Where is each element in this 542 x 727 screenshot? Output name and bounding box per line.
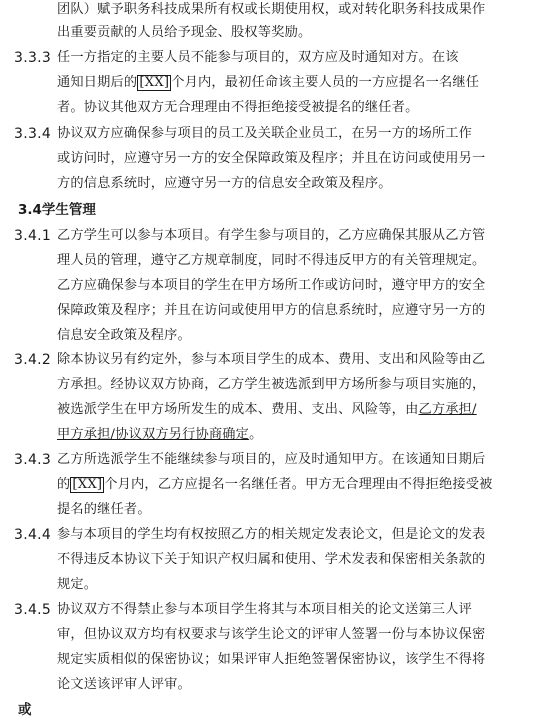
clause-3-4-2-line-1: 除本协议另有约定外，参与本项目学生的成本、费用、支出和风险等由乙 xyxy=(57,352,486,367)
clause-3-3-3-line-3: 者。协议其他双方无合理理由不得拒绝接受被提名的继任者。 xyxy=(57,100,419,115)
clause-number-3-3-4: 3.3.4 xyxy=(14,126,52,142)
clause-3-4-3-line-1: 乙方所选派学生不能继续参与项目的，应及时通知甲方。在该通知日期后 xyxy=(57,452,486,467)
clause-3-4-5-line-3: 规定实质相似的保密协议；如果评审人拒绝签署保密协议，该学生不得将 xyxy=(57,652,486,667)
placeholder-box: [XX] xyxy=(72,477,103,492)
clause-3-4-2-line-3 xyxy=(57,398,477,422)
clause-number-3-4-5: 3.4.5 xyxy=(14,602,52,618)
footer-fragment: 或 xyxy=(18,702,32,718)
clause-3-4-3-line-3: 提名的继任者。 xyxy=(57,502,151,517)
clause-3-4-5-line-4: 论文送该评审人评审。 xyxy=(57,677,191,692)
clause-number-3-4-2: 3.4.2 xyxy=(14,352,52,368)
clause-3-4-5-line-1: 协议双方不得禁止参与本项目学生将其与本项目相关的论文送第三人评 xyxy=(57,602,473,617)
clause-number-3-4-3: 3.4.3 xyxy=(14,452,52,468)
clause-3-3-3-line-2 xyxy=(57,71,479,95)
clause-3-4-1-line-3: 乙方应确保参与本项目的学生在甲方场所工作或访问时，遵守甲方的安全 xyxy=(57,278,486,293)
clause-number-3-4-4: 3.4.4 xyxy=(14,527,52,543)
clause-3-4-3-line-2-pre: 的 xyxy=(57,477,71,492)
clause-3-4-1-line-5: 信息安全政策及程序。 xyxy=(57,328,191,343)
clause-3-4-2-line-3-pre: 被选派学生在甲方场所发生的成本、费用、支出、风险等，由 xyxy=(57,402,419,417)
intro-line-1: 团队）赋予职务科技成果所有权或长期使用权，或对转化职务科技成果作 xyxy=(57,2,486,17)
clause-3-4-4-line-3: 规定。 xyxy=(57,577,98,592)
clause-number-3-3-3: 3.3.3 xyxy=(14,50,52,66)
clause-3-4-5-line-2: 审，但协议双方均有权要求与该学生论文的评审人签署一份与本协议保密 xyxy=(57,627,486,642)
clause-3-4-2-line-4 xyxy=(57,423,262,447)
clause-3-4-2-line-4-post: 。 xyxy=(249,427,263,442)
clause-3-4-1-line-4: 保障政策及程序；并且在访问或使用甲方的信息系统时，应遵守另一方的 xyxy=(57,303,486,318)
clause-3-4-4-line-1: 参与本项目的学生均有权按照乙方的相关规定发表论文，但是论文的发表 xyxy=(57,527,486,542)
clause-3-4-3-line-2 xyxy=(57,473,493,497)
clause-3-4-1-line-1: 乙方学生可以参与本项目。有学生参与项目的，乙方应确保其服从乙方管 xyxy=(57,228,486,243)
clause-3-3-3-line-2-post: 个月内，最初任命该主要人员的一方应提名一名继任 xyxy=(171,75,480,90)
placeholder-box: [XX] xyxy=(139,75,170,90)
clause-3-3-3-line-1: 任一方指定的主要人员不能参与项目的，双方应及时通知对方。在该 xyxy=(57,50,459,65)
clause-3-4-1-line-2: 理人员的管理，遵守乙方规章制度，同时不得违反甲方的有关管理规定。 xyxy=(57,253,486,268)
clause-3-3-4-line-3: 方的信息系统时，应遵守另一方的信息安全政策及程序。 xyxy=(57,176,392,191)
clause-3-4-3-line-2-post: 个月内，乙方应提名一名继任者。甲方无合理理由不得拒绝接受被 xyxy=(104,477,493,492)
clause-3-3-4-line-1: 协议双方应确保参与项目的员工及关联企业员工，在另一方的场所工作 xyxy=(57,126,473,141)
clause-3-4-2-line-2: 方承担。经协议双方协商，乙方学生被选派到甲方场所参与项目实施的， xyxy=(57,377,486,392)
section-heading-3-4: 3.4学生管理 xyxy=(18,202,96,218)
clause-3-3-4-line-2: 或访问时，应遵守另一方的安全保障政策及程序；并且在访问或使用另一 xyxy=(57,151,486,166)
clause-3-4-4-line-2: 不得违反本协议下关于知识产权归属和使用、学术发表和保密相关条款的 xyxy=(57,552,486,567)
clause-3-3-3-line-2-pre: 通知日期后的 xyxy=(57,75,138,90)
clause-number-3-4-1: 3.4.1 xyxy=(14,228,52,244)
option-underline-1: 乙方承担/ xyxy=(418,402,477,417)
intro-line-2: 出重要贡献的人员给予现金、股权等奖励。 xyxy=(57,25,312,40)
option-underline-2: 甲方承担/协议双方另行协商确定 xyxy=(57,427,250,442)
